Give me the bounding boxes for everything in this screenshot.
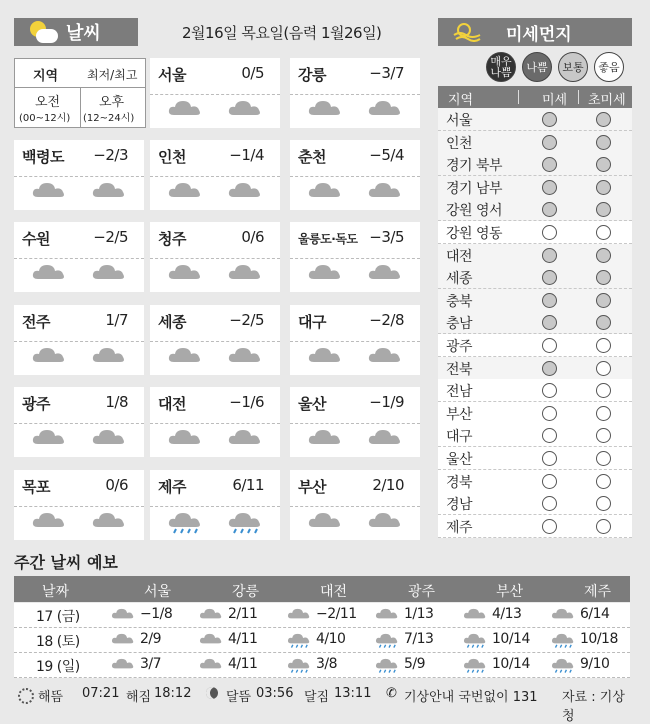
city-sep [290,94,420,95]
legend-am: 오전 [35,95,61,110]
city-name: 세종 [158,313,186,331]
legend-minmax: 최저/최고 [87,68,138,82]
weekly-city-col: 서울 [144,584,172,600]
dust-grade-chip [486,52,516,82]
moonset-time: 13:11 [334,686,372,701]
city-box [290,140,420,210]
dust-region: 울산 [446,452,473,468]
dust-row [438,289,632,312]
pm10-dot [542,157,557,172]
city-sep [150,176,280,177]
city-temp: −2/5 [229,311,264,329]
city-name: 부산 [298,478,326,496]
pm10-dot [542,180,557,195]
source: 자료 : 기상청 [562,690,625,724]
weekly-temp: 4/11 [228,631,258,647]
sun-cloud-icon [28,21,58,43]
weekly-temp: 3/8 [316,656,338,672]
rain-cloud-icon [166,510,204,532]
moonrise-time: 03:56 [256,686,294,701]
pm10-dot [542,112,557,127]
pm10-dot [542,338,557,353]
pm25-dot [596,180,611,195]
dust-row [438,198,632,221]
weekly-temp: 3/7 [140,656,162,672]
rain-cloud-icon [286,631,312,653]
cloud-icon [30,510,68,532]
weekly-temp: −1/8 [140,606,173,622]
city-temp: 0/5 [241,64,264,82]
sunrise-icon [18,688,34,704]
legend-pm: 오후 [99,95,125,110]
cloud-icon [226,262,264,284]
pm25-dot [596,157,611,172]
rain-cloud-icon [550,656,576,678]
cloud-icon [166,427,204,449]
city-sep [14,506,144,507]
weather-title: 날씨 [66,23,101,44]
weekly-city-col: 광주 [408,584,436,600]
pm25-dot [596,112,611,127]
city-box [150,387,280,457]
city-sep [290,506,420,507]
cloud-icon [226,345,264,367]
pm10-dot [542,451,557,466]
dust-row [438,334,632,357]
dust-col-pm25: 초미세 [588,93,626,108]
city-name: 대구 [298,313,326,331]
city-name: 인천 [158,148,186,166]
pm25-dot [596,248,611,263]
legend-am-time: (00~12시) [19,113,71,124]
weekly-temp: 4/11 [228,656,258,672]
legend-pm-time: (12~24시) [83,113,135,124]
cloud-icon [110,606,136,628]
pm10-dot [542,428,557,443]
rain-cloud-icon [374,631,400,653]
weekly-row [14,628,630,653]
legend-region: 지역 [33,69,59,84]
moon-icon [206,687,218,699]
city-temp: −1/9 [369,393,404,411]
weekly-date: 19 (일) [36,659,80,675]
weekly-temp: 4/10 [316,631,346,647]
pm10-dot [542,315,557,330]
dust-region: 경기 남부 [446,180,503,197]
cloud-icon [30,345,68,367]
cloud-icon [166,98,204,120]
dust-region: 인천 [446,135,473,152]
cloud-icon [226,180,264,202]
haze-icon [452,22,482,42]
pm10-dot [542,383,557,398]
weekly-temp: 2/9 [140,631,162,647]
legend-box [14,58,146,128]
dust-row [438,379,632,402]
dust-row [438,515,632,538]
pm10-dot [542,293,557,308]
city-sep [290,258,420,259]
city-temp: 0/6 [105,476,128,494]
dust-region: 전남 [446,384,473,401]
rain-cloud-icon [462,656,488,678]
dust-region: 부산 [446,406,473,423]
weekly-temp: 4/13 [492,606,522,622]
dust-region: 경북 [446,474,473,491]
dust-col-div2 [578,90,579,104]
city-name: 광주 [22,395,50,413]
city-name: 춘천 [298,148,326,166]
dust-col-div1 [518,90,519,104]
city-temp: −2/5 [93,228,128,246]
pm25-dot [596,270,611,285]
weekly-temp: 5/9 [404,656,426,672]
dust-grade-chip [594,52,624,82]
cloud-icon [198,631,224,653]
weekly-temp: 6/14 [580,606,610,622]
phone-info: 기상안내 국번없이 131 [404,690,538,705]
dust-region: 서울 [446,113,473,129]
cloud-icon [306,98,344,120]
cloud-icon [90,427,128,449]
weekly-row [14,603,630,628]
city-temp: −3/7 [369,64,404,82]
dust-row [438,402,632,425]
city-temp: 0/6 [241,228,264,246]
phone-icon: ✆ [386,686,397,701]
dust-region: 세종 [446,271,473,288]
rain-cloud-icon [226,510,264,532]
dust-row [438,357,632,380]
dust-grade-label: 보통 [562,60,584,74]
rain-cloud-icon [462,631,488,653]
pm10-dot [542,225,557,240]
dust-row [438,470,632,493]
cloud-icon [306,427,344,449]
cloud-icon [366,345,404,367]
dust-grade-label: 좋음 [598,60,620,74]
pm10-dot [542,496,557,511]
city-box [150,222,280,292]
weekly-city-col: 대전 [320,584,348,600]
weekly-header [14,576,630,602]
city-temp: −1/6 [229,393,264,411]
dust-grade-label: 나쁨 [526,60,548,74]
city-temp: −2/3 [93,146,128,164]
cloud-icon [30,180,68,202]
city-sep [290,423,420,424]
pm10-dot [542,270,557,285]
city-box [290,222,420,292]
city-sep [14,423,144,424]
dust-header [438,18,632,46]
city-temp: −5/4 [369,146,404,164]
dust-row [438,244,632,267]
pm25-dot [596,519,611,534]
dust-table-header [438,86,632,108]
weekly-city-col: 제주 [584,584,612,600]
city-temp: 6/11 [232,476,264,494]
weekly-city-col: 강릉 [232,584,260,600]
dust-region: 강원 영동 [446,226,503,242]
cloud-icon [198,606,224,628]
cloud-icon [374,606,400,628]
weekly-temp: 7/13 [404,631,434,647]
dust-region: 경기 북부 [446,158,503,175]
weekly-date: 18 (토) [36,634,80,650]
cloud-icon [166,262,204,284]
cloud-icon [366,98,404,120]
pm25-dot [596,202,611,217]
city-sep [14,341,144,342]
city-name: 울산 [298,395,326,413]
city-name: 제주 [158,478,186,496]
dust-row [438,108,632,131]
city-box [14,387,144,457]
rain-cloud-icon [550,631,576,653]
pm25-dot [596,428,611,443]
rain-cloud-icon [374,656,400,678]
dust-title: 미세먼지 [506,24,572,45]
date-line: 2월16일 목요일(음력 1월26일) [182,24,382,42]
city-temp: −3/5 [369,228,404,246]
dust-region: 대구 [446,429,473,446]
cloud-icon [198,656,224,678]
pm25-dot [596,293,611,308]
cloud-icon [226,98,264,120]
pm25-dot [596,474,611,489]
city-name: 백령도 [22,148,64,166]
cloud-icon [306,180,344,202]
weekly-date-col: 날짜 [42,584,70,600]
pm10-dot [542,406,557,421]
dust-row [438,153,632,176]
dust-region: 충북 [446,293,473,310]
cloud-icon [110,631,136,653]
city-box [150,140,280,210]
pm25-dot [596,451,611,466]
pm10-dot [542,202,557,217]
city-sep [150,258,280,259]
cloud-icon [306,262,344,284]
city-name: 울릉도·독도 [298,232,358,246]
cloud-icon [166,345,204,367]
weekly-temp: 2/11 [228,606,258,622]
pm25-dot [596,383,611,398]
dust-region: 충남 [446,316,473,333]
city-temp: −2/8 [369,311,404,329]
cloud-icon [286,606,312,628]
city-name: 서울 [158,66,186,84]
dust-region: 대전 [446,248,473,265]
dust-row [438,131,632,154]
city-name: 청주 [158,230,186,248]
dust-row [438,447,632,470]
sunrise-label: 해뜸 [38,690,64,705]
city-name: 목포 [22,478,50,496]
cloud-icon [306,345,344,367]
city-temp: 2/10 [372,476,404,494]
city-box [14,305,144,375]
city-box [14,470,144,540]
cloud-icon [366,510,404,532]
weather-header [14,18,138,46]
cloud-icon [366,180,404,202]
city-box [14,140,144,210]
dust-region: 전북 [446,361,473,378]
dust-grade-label: 매우 나쁨 [490,55,512,79]
pm10-dot [542,361,557,376]
cloud-icon [90,262,128,284]
city-box [290,305,420,375]
dust-col-region: 지역 [448,93,474,108]
sunset-time: 18:12 [154,686,192,701]
dust-grade-chip [522,52,552,82]
sunrise-time: 07:21 [82,686,120,701]
city-sep [150,506,280,507]
city-name: 수원 [22,230,50,248]
cloud-icon [30,427,68,449]
city-box [150,58,280,128]
legend-vdivider [80,87,81,127]
weekly-temp: −2/11 [316,606,357,622]
city-name: 대전 [158,395,186,413]
city-sep [150,423,280,424]
weekly-temp: 10/14 [492,656,530,672]
cloud-icon [366,262,404,284]
dust-grade-chip [558,52,588,82]
weekly-temp: 1/13 [404,606,434,622]
city-box [290,58,420,128]
dust-region: 강원 영서 [446,203,503,220]
weekly-temp: 9/10 [580,656,610,672]
city-temp: 1/7 [105,311,128,329]
cloud-icon [90,510,128,532]
rain-cloud-icon [286,656,312,678]
pm10-dot [542,519,557,534]
dust-row [438,176,632,199]
pm10-dot [542,474,557,489]
moonset-label: 달짐 [304,690,330,705]
city-name: 전주 [22,313,50,331]
city-sep [150,94,280,95]
pm25-dot [596,338,611,353]
cloud-icon [90,345,128,367]
cloud-icon [550,606,576,628]
cloud-icon [166,180,204,202]
cloud-icon [366,427,404,449]
dust-row [438,424,632,447]
pm25-dot [596,135,611,150]
city-box [290,470,420,540]
dust-row [438,492,632,515]
pm25-dot [596,496,611,511]
weekly-temp: 10/18 [580,631,618,647]
pm25-dot [596,225,611,240]
dust-region: 경남 [446,497,473,514]
weekly-row [14,653,630,678]
pm25-dot [596,315,611,330]
cloud-icon [30,262,68,284]
dust-row [438,266,632,289]
cloud-icon [226,427,264,449]
sunset-label: 해짐 [126,690,152,705]
city-temp: 1/8 [105,393,128,411]
cloud-icon [462,606,488,628]
weekly-date: 17 (금) [36,609,80,625]
city-temp: −1/4 [229,146,264,164]
city-sep [290,341,420,342]
city-box [14,222,144,292]
dust-region: 광주 [446,339,473,355]
city-box [150,470,280,540]
city-sep [14,176,144,177]
moonrise-label: 달뜸 [226,690,252,705]
weekly-city-col: 부산 [496,584,524,600]
pm25-dot [596,406,611,421]
city-sep [290,176,420,177]
cloud-icon [306,510,344,532]
city-sep [150,341,280,342]
dust-col-pm10: 미세 [542,93,568,108]
weekly-title: 주간 날씨 예보 [14,553,118,572]
city-box [290,387,420,457]
city-sep [14,258,144,259]
dust-row [438,311,632,334]
cloud-icon [90,180,128,202]
cloud-icon [110,656,136,678]
pm10-dot [542,135,557,150]
dust-row [438,221,632,244]
city-box [150,305,280,375]
pm10-dot [542,248,557,263]
weekly-temp: 10/14 [492,631,530,647]
dust-region: 제주 [446,519,473,536]
city-name: 강릉 [298,66,326,84]
pm25-dot [596,361,611,376]
